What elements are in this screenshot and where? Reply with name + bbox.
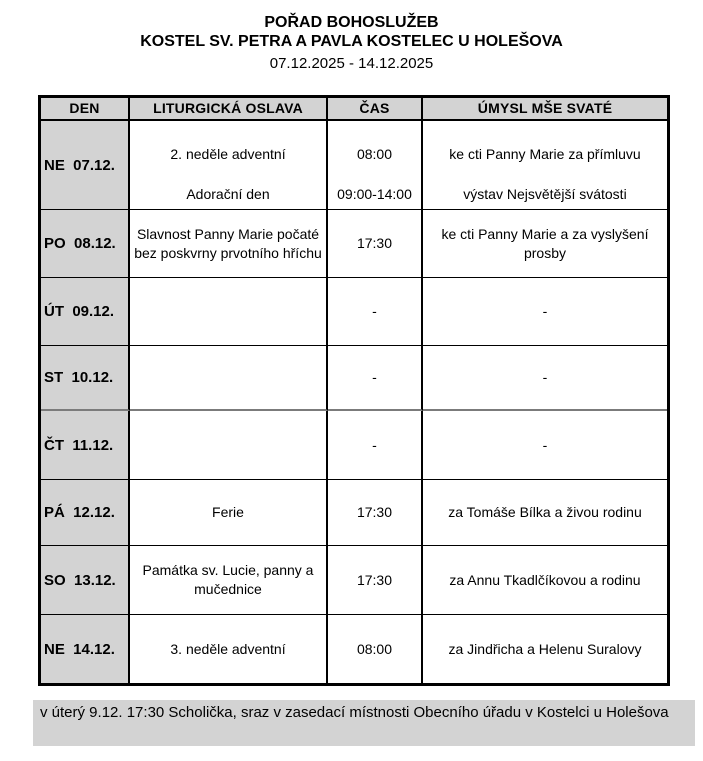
schedule-table [38,95,670,686]
time-line: 09:00-14:00 [337,186,412,202]
time-cell: 08:00 [328,615,423,683]
day-cell: PÁ 12.12. [41,480,130,546]
intention-cell: - [423,411,667,480]
intention-line: výstav Nejsvětější svátosti [463,186,627,202]
time-line: 08:00 [356,146,393,162]
celebration-line: Adorační den [186,186,270,202]
day-cell: NE 14.12. [41,615,130,683]
day-cell: NE 07.12. [41,121,130,210]
day-cell: ČT 11.12. [41,411,130,480]
header-liturgicka-oslava: LITURGICKÁ OSLAVA [130,98,328,121]
time-cell: 17:30 [328,480,423,546]
intention-cell: - [423,278,667,346]
time-cell [328,121,423,210]
celebration-cell: Slavnost Panny Marie počaté bez poskvrny prvotního hříchu [130,210,328,278]
date-range: 07.12.2025 - 14.12.2025 [269,55,434,72]
header-den: DEN [41,98,130,121]
time-cell: - [328,278,423,346]
footer-note-text: v úterý 9.12. 17:30 Scholička, sraz v zasedací místnosti Obecního úřadu v Kostelci u Holešova [40,704,669,721]
header-umysl-mse-svate: ÚMYSL MŠE SVATÉ [423,98,667,121]
time-cell: - [328,411,423,480]
celebration-cell: Památka sv. Lucie, panny a mučednice [130,546,328,615]
day-cell: PO 08.12. [41,210,130,278]
page-title: POŘAD BOHOSLUŽEB [264,14,439,31]
intention-line: ke cti Panny Marie za přímluvu [449,146,641,162]
time-cell: 17:30 [328,546,423,615]
day-cell: ST 10.12. [41,346,130,411]
intention-cell: za Annu Tkadlčíkovou a rodinu [423,546,667,615]
day-cell: SO 13.12. [41,546,130,615]
footer-note [33,700,695,746]
intention-cell: - [423,346,667,411]
intention-cell [423,121,667,210]
celebration-cell [130,411,328,480]
celebration-cell [130,121,328,210]
intention-cell: za Tomáše Bílka a živou rodinu [423,480,667,546]
intention-cell: ke cti Panny Marie a za vyslyšení prosby [423,210,667,278]
header-cas: ČAS [328,98,423,121]
intention-cell: za Jindřicha a Helenu Suralovy [448,640,642,657]
celebration-line: 2. neděle adventní [170,146,286,162]
day-cell: ÚT 09.12. [41,278,130,346]
celebration-cell [130,346,328,411]
document-header [0,13,703,74]
celebration-cell: Ferie [130,480,328,546]
time-cell: 17:30 [328,210,423,278]
celebration-cell [130,278,328,346]
time-cell: - [328,346,423,411]
page-subtitle: KOSTEL SV. PETRA A PAVLA KOSTELEC U HOLEŠOVA [140,33,563,50]
celebration-cell: 3. neděle adventní [130,615,328,683]
